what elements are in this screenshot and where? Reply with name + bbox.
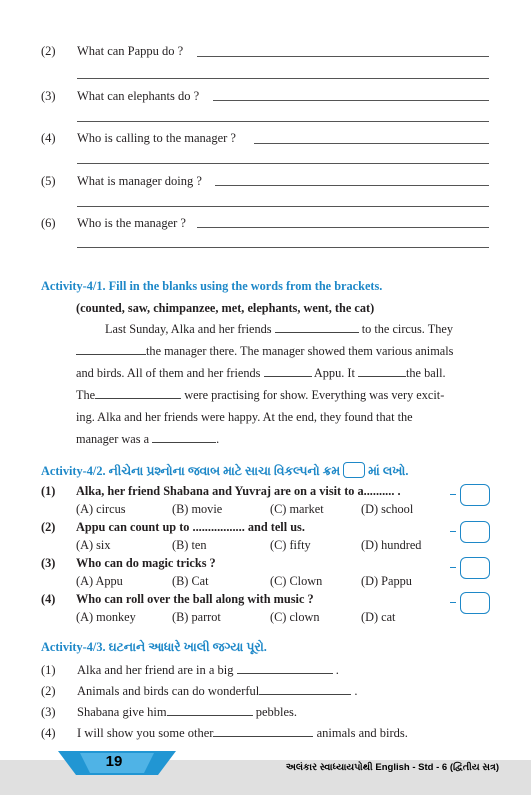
answer-line[interactable] bbox=[197, 227, 489, 228]
passage-line-2: the manager there. The manager showed them various animals bbox=[76, 344, 453, 359]
mcq-question: Alka, her friend Shabana and Yuvraj are on a visit to a.......... . bbox=[76, 484, 401, 498]
dash bbox=[450, 494, 456, 495]
dash bbox=[450, 531, 456, 532]
option-a[interactable]: (A) circus bbox=[76, 502, 126, 516]
fill-blank[interactable] bbox=[264, 375, 312, 377]
activity-1-heading: Activity-4/1. Fill in the blanks using the words from the brackets. bbox=[41, 279, 383, 293]
fill-blank[interactable] bbox=[259, 693, 351, 695]
option-b[interactable]: (B) parrot bbox=[172, 610, 221, 624]
option-a[interactable]: (A) six bbox=[76, 538, 111, 552]
option-c[interactable]: (C) clown bbox=[270, 610, 320, 624]
page-number: 19 bbox=[105, 753, 123, 770]
question-number: (4) bbox=[41, 131, 56, 145]
option-c[interactable]: (C) fifty bbox=[270, 538, 311, 552]
fill-blank[interactable] bbox=[76, 353, 146, 355]
passage-line-4: The were practising for show. Everything was very excit- bbox=[76, 388, 445, 402]
answer-line[interactable] bbox=[77, 78, 489, 79]
passage-line-6: manager was a . bbox=[76, 432, 220, 446]
dash bbox=[450, 602, 456, 603]
answer-box[interactable] bbox=[460, 557, 490, 579]
fill-blank[interactable] bbox=[275, 331, 359, 333]
question-text: What can Pappu do ? bbox=[77, 44, 184, 58]
question-text: Who is the manager ? bbox=[77, 216, 186, 230]
answer-box-icon bbox=[343, 462, 365, 478]
mcq-number: (1) bbox=[41, 484, 56, 498]
answer-box[interactable] bbox=[460, 521, 490, 543]
option-a[interactable]: (A) monkey bbox=[76, 610, 136, 624]
option-c[interactable]: (C) market bbox=[270, 502, 324, 516]
answer-line[interactable] bbox=[77, 247, 489, 248]
fill-blank[interactable] bbox=[358, 375, 406, 377]
mcq-number: (2) bbox=[41, 520, 56, 534]
mcq-number: (4) bbox=[41, 592, 56, 606]
dash bbox=[450, 567, 456, 568]
answer-line[interactable] bbox=[215, 185, 489, 186]
answer-line[interactable] bbox=[213, 100, 489, 101]
fill-blank[interactable] bbox=[213, 735, 313, 737]
item-text: Alka and her friend are in a big . bbox=[77, 663, 339, 677]
fill-blank[interactable] bbox=[237, 672, 333, 674]
option-d[interactable]: (D) hundred bbox=[361, 538, 422, 552]
option-d[interactable]: (D) school bbox=[361, 502, 414, 516]
answer-line[interactable] bbox=[254, 143, 489, 144]
option-d[interactable]: (D) cat bbox=[361, 610, 396, 624]
question-text: What can elephants do ? bbox=[77, 89, 200, 103]
question-number: (2) bbox=[41, 44, 56, 58]
question-number: (6) bbox=[41, 216, 56, 230]
passage-line-5: ing. Alka and her friends were happy. At the end, they found that the bbox=[76, 410, 413, 424]
answer-line[interactable] bbox=[77, 163, 489, 164]
option-b[interactable]: (B) movie bbox=[172, 502, 223, 516]
item-text: Animals and birds can do wonderful . bbox=[77, 684, 358, 698]
fill-blank[interactable] bbox=[95, 397, 181, 399]
fill-blank[interactable] bbox=[167, 714, 253, 716]
question-text: Who is calling to the manager ? bbox=[77, 131, 236, 145]
item-number: (3) bbox=[41, 705, 56, 719]
fill-blank[interactable] bbox=[152, 441, 216, 443]
option-b[interactable]: (B) ten bbox=[172, 538, 207, 552]
option-a[interactable]: (A) Appu bbox=[76, 574, 123, 588]
footer-book-title: અલંકાર સ્વાધ્યાયપોથી English - Std - 6 (દ્વિતીય સત્ર) bbox=[285, 762, 499, 773]
activity-2-heading: Activity-4/2. નીચેના પ્રશ્નોના જવાબ માટે સાચા વિકલ્પનો ક્રમ માં લખો. bbox=[41, 464, 409, 478]
item-number: (2) bbox=[41, 684, 56, 698]
answer-line[interactable] bbox=[77, 121, 489, 122]
mcq-number: (3) bbox=[41, 556, 56, 570]
option-b[interactable]: (B) Cat bbox=[172, 574, 209, 588]
passage-line-3: and birds. All of them and her friends Appu. It the ball. bbox=[76, 366, 446, 380]
answer-box[interactable] bbox=[460, 484, 490, 506]
answer-box[interactable] bbox=[460, 592, 490, 614]
question-text: What is manager doing ? bbox=[77, 174, 202, 188]
option-d[interactable]: (D) Pappu bbox=[361, 574, 412, 588]
question-number: (3) bbox=[41, 89, 56, 103]
item-text: I will show you some other animals and birds. bbox=[77, 726, 408, 740]
mcq-question: Who can roll over the ball along with music ? bbox=[76, 592, 314, 606]
answer-line[interactable] bbox=[77, 206, 489, 207]
item-text: Shabana give him pebbles. bbox=[77, 705, 298, 719]
mcq-question: Who can do magic tricks ? bbox=[76, 556, 216, 570]
item-number: (4) bbox=[41, 726, 56, 740]
option-c[interactable]: (C) Clown bbox=[270, 574, 323, 588]
answer-line[interactable] bbox=[197, 56, 489, 57]
mcq-question: Appu can count up to ................. and tell us. bbox=[76, 520, 305, 534]
question-number: (5) bbox=[41, 174, 56, 188]
passage-line-1: Last Sunday, Alka and her friends to the circus. They bbox=[105, 322, 453, 336]
word-bank: (counted, saw, chimpanzee, met, elephants, went, the cat) bbox=[76, 301, 375, 315]
item-number: (1) bbox=[41, 663, 56, 677]
activity-3-heading: Activity-4/3. ઘટનાને આધારે ખાલી જગ્યા પૂરો. bbox=[41, 640, 267, 654]
